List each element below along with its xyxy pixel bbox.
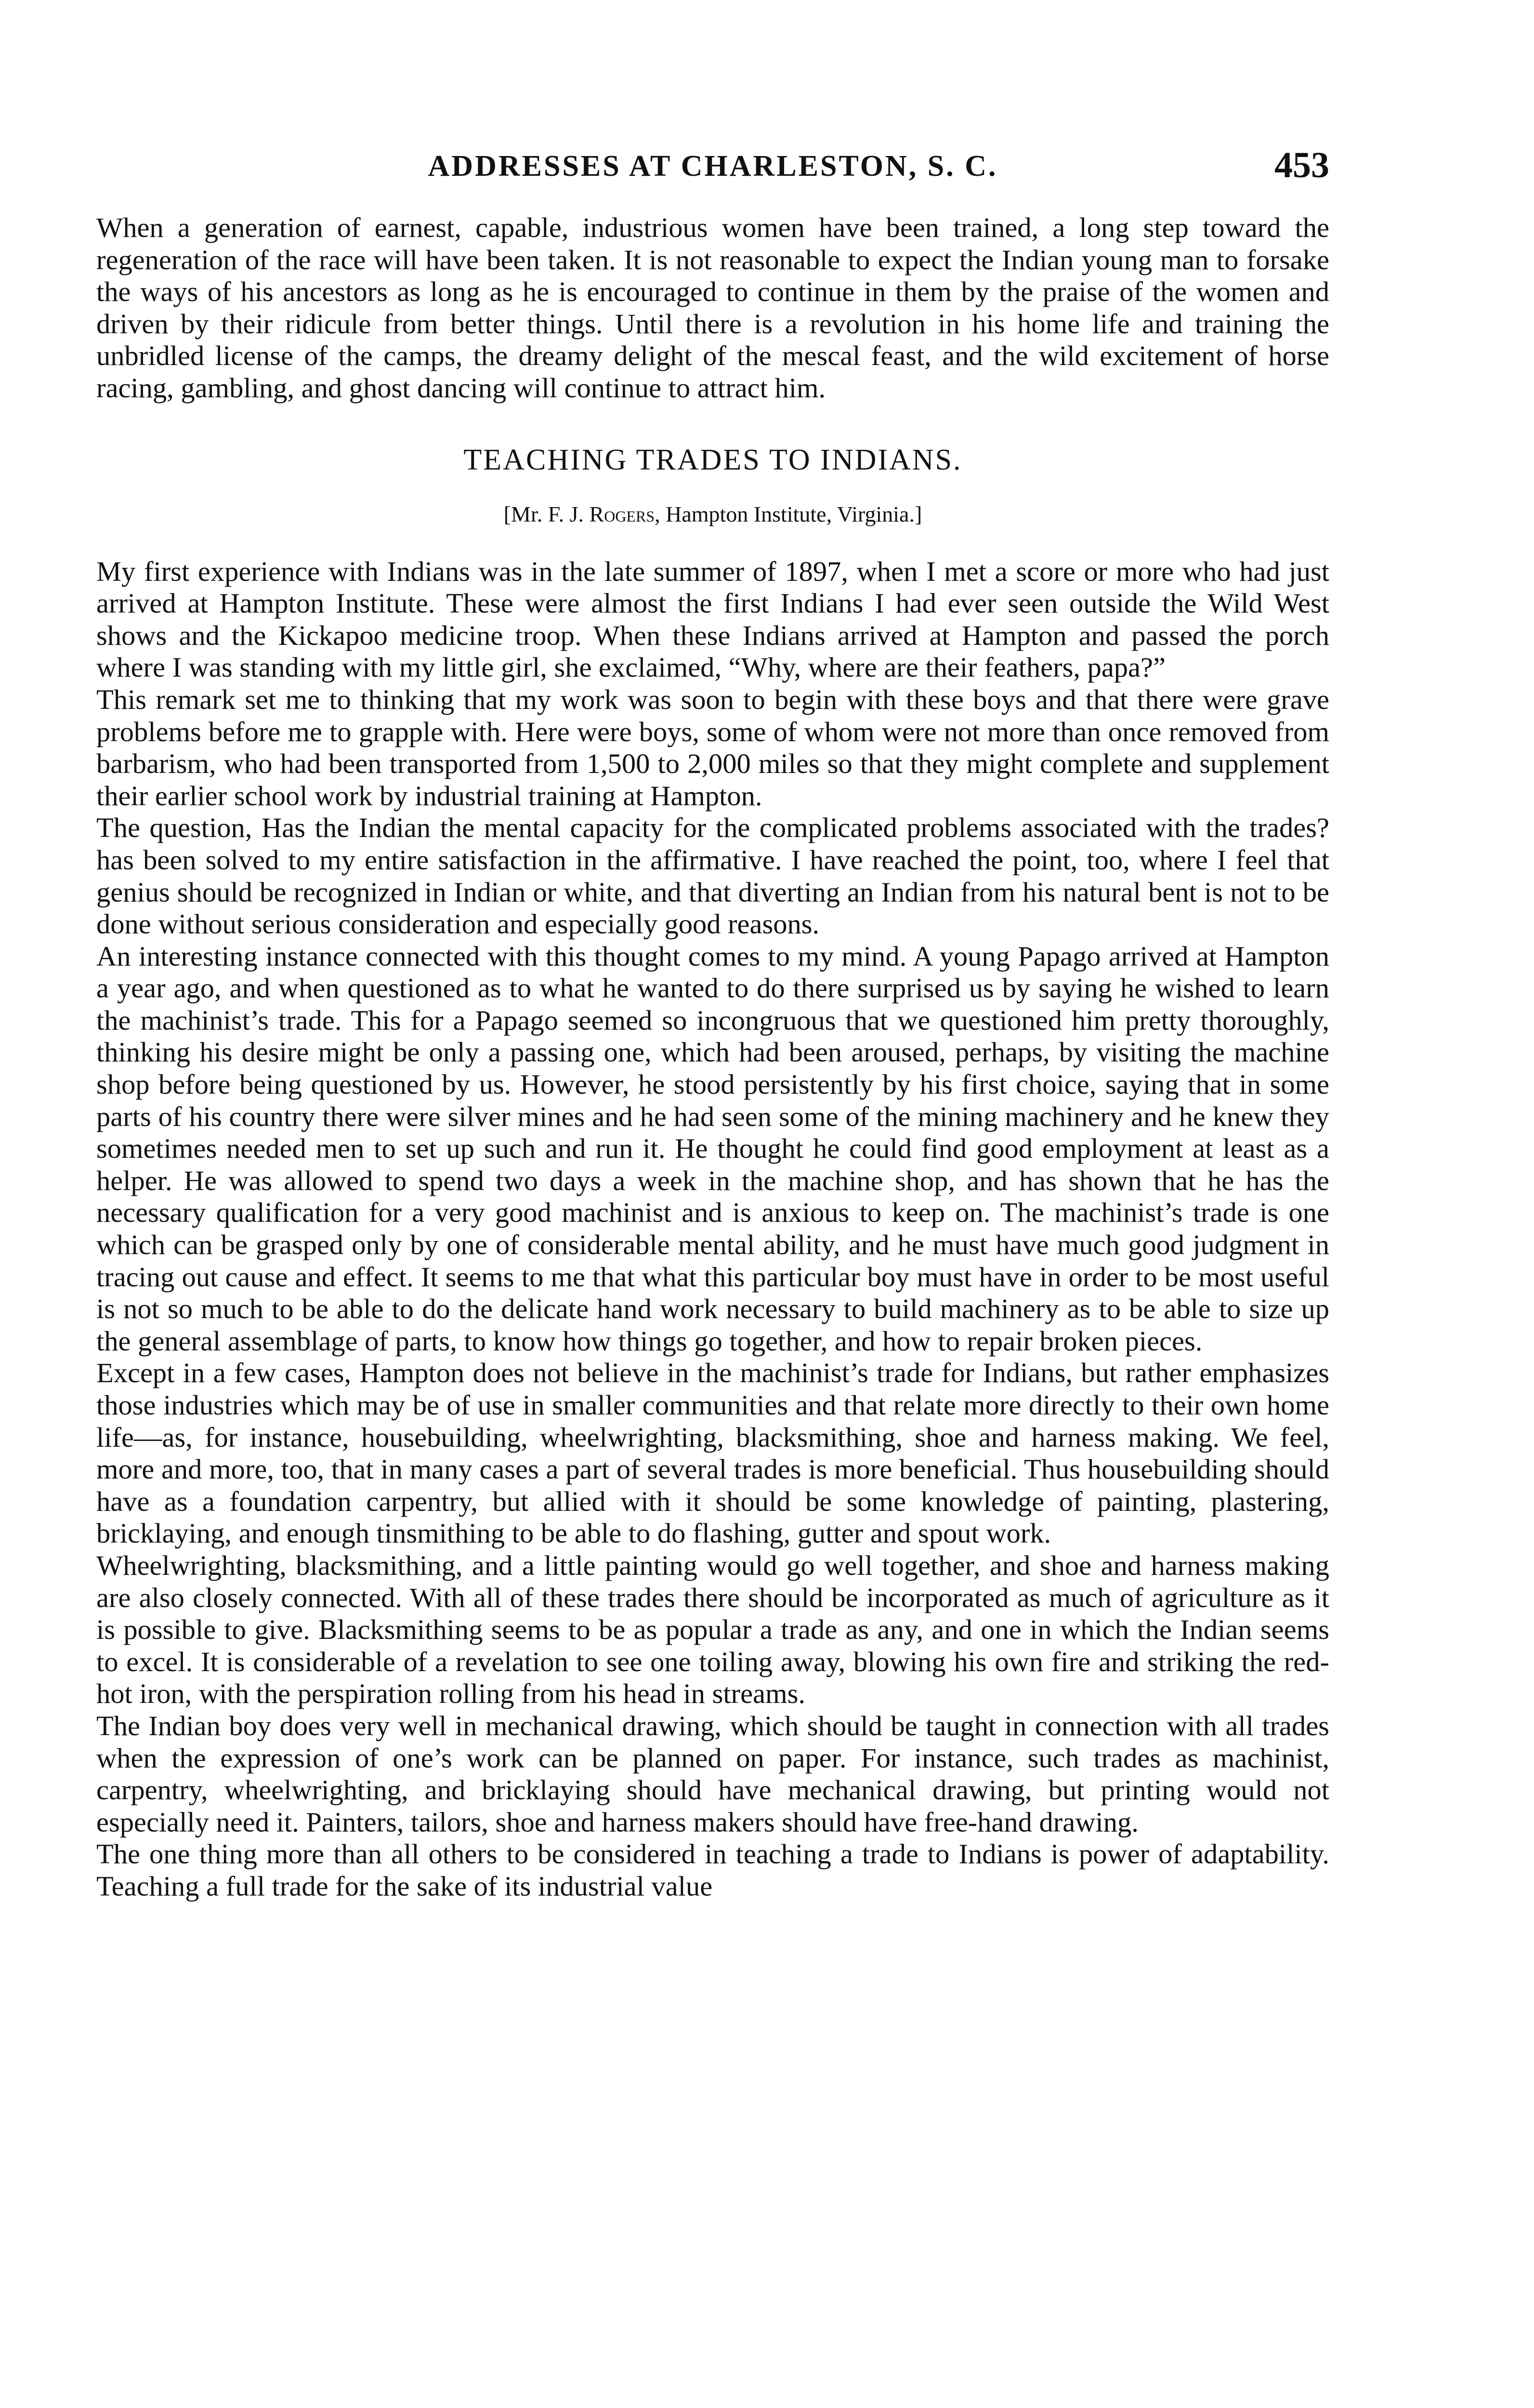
paragraph-6: Wheelwrighting, blacksmithing, and a little painting would go well together, and shoe and harness making are also closely connected. With all of these trades there should be incorporated as much of agriculture as it is possible to give. Blacksmithing seems to be as popular a trade as any, and one in which the Indian seems to excel. It is considerable of a revelation to see one toiling away, blowing his own fire and striking the red-hot iron, with the perspiration rolling from his head in streams. xyxy=(96,1549,1329,1710)
section-title: TEACHING TRADES TO INDIANS. xyxy=(463,443,962,476)
paragraph-7: The Indian boy does very well in mechanical drawing, which should be taught in connection with all trades when the expression of one’s work can be planned on paper. For instance, such trades as machinist, carpentry, wheelwrighting, and bricklaying should have mechanical drawing, but printing would not especially need it. Painters, tailors, shoe and harness makers should have free-hand drawing. xyxy=(96,1710,1329,1838)
paragraph-1: My first experience with Indians was in the late summer of 1897, when I met a score or more who had just arrived at Hampton Institute. These were almost the first Indians I had ever seen outside the Wild West shows and the Kickapoo medicine troop. When these Indians arrived at Hampton and passed the porch where I was standing with my little girl, she exclaimed, “Why, where are their feathers, papa?” xyxy=(96,555,1329,683)
paragraph-8: The one thing more than all others to be considered in teaching a trade to Indians is power of adaptability. Teaching a full trade for the sake of its industrial value xyxy=(96,1838,1329,1902)
running-header xyxy=(96,140,1329,193)
intro-paragraph: When a generation of earnest, capable, industrious women have been trained, a long step toward the regeneration of the race will have been taken. It is not reasonable to expect the Indian young man to forsake the ways of his ancestors as long as he is encouraged to continue in them by the praise of the women and driven by their ridicule from better things. Until there is a revolution in his home life and training the unbridled license of the camps, the dreamy delight of the mescal feast, and the wild excitement of horse racing, gambling, and ghost dancing will continue to attract him. xyxy=(96,212,1329,404)
paragraph-3: The question, Has the Indian the mental capacity for the complicated problems associated with the trades? has been solved to my entire satisfaction in the affirmative. I have reached the point, too, where I feel that genius should be recognized in Indian or white, and that diverting an Indian from his natural bent is not to be done without serious consideration and especially good reasons. xyxy=(96,812,1329,940)
document-page xyxy=(96,140,1329,1903)
page-number: 453 xyxy=(1274,145,1329,185)
running-title: ADDRESSES AT CHARLESTON, S. C. xyxy=(428,150,998,183)
paragraph-2: This remark set me to thinking that my work was soon to begin with these boys and that there were grave problems before me to grapple with. Here were boys, some of whom were not more than once removed from barbarism, who had been transported from 1,500 to 2,000 miles so that they might complete and supplement their earlier school work by industrial training at Hampton. xyxy=(96,683,1329,811)
byline-suffix: , Hampton Institute, Virginia.] xyxy=(655,501,922,526)
paragraph-5: Except in a few cases, Hampton does not believe in the machinist’s trade for Indians, but rather emphasizes those industries which may be of use in smaller communities and that relate more directly to their own home life—as, for instance, housebuilding, wheelwrighting, blacksmithing, shoe and harness making. We feel, more and more, too, that in many cases a part of several trades is more beneficial. Thus housebuilding should have as a foundation carpentry, but allied with it should be some knowledge of painting, plastering, bricklaying, and enough tinsmithing to be able to do flashing, gutter and spout work. xyxy=(96,1357,1329,1549)
byline-author: Rogers xyxy=(589,501,655,526)
paragraph-4: An interesting instance connected with this thought comes to my mind. A young Papago arrived at Hampton a year ago, and when questioned as to what he wanted to do there surprised us by saying he wished to learn the machinist’s trade. This for a Papago seemed so incongruous that we questioned him pretty thoroughly, thinking his desire might be only a passing one, which had been aroused, perhaps, by visiting the machine shop before being questioned by us. However, he stood persistently by his first choice, saying that in some parts of his country there were silver mines and he had seen some of the mining machinery and he knew they sometimes needed men to set up such and run it. He thought he could find good employment at least as a helper. He was allowed to spend two days a week in the machine shop, and has shown that he has the necessary qualification for a very good machinist and is anxious to keep on. The machinist’s trade is one which can be grasped only by one of considerable mental ability, and he must have much good judgment in tracing out cause and effect. It seems to me that what this particular boy must have in order to be most useful is not so much to be able to do the delicate hand work necessary to build machinery as to be able to size up the general assemblage of parts, to know how things go together, and how to repair broken pieces. xyxy=(96,940,1329,1357)
byline xyxy=(96,501,1329,527)
byline-prefix: [Mr. F. J. xyxy=(503,501,590,526)
